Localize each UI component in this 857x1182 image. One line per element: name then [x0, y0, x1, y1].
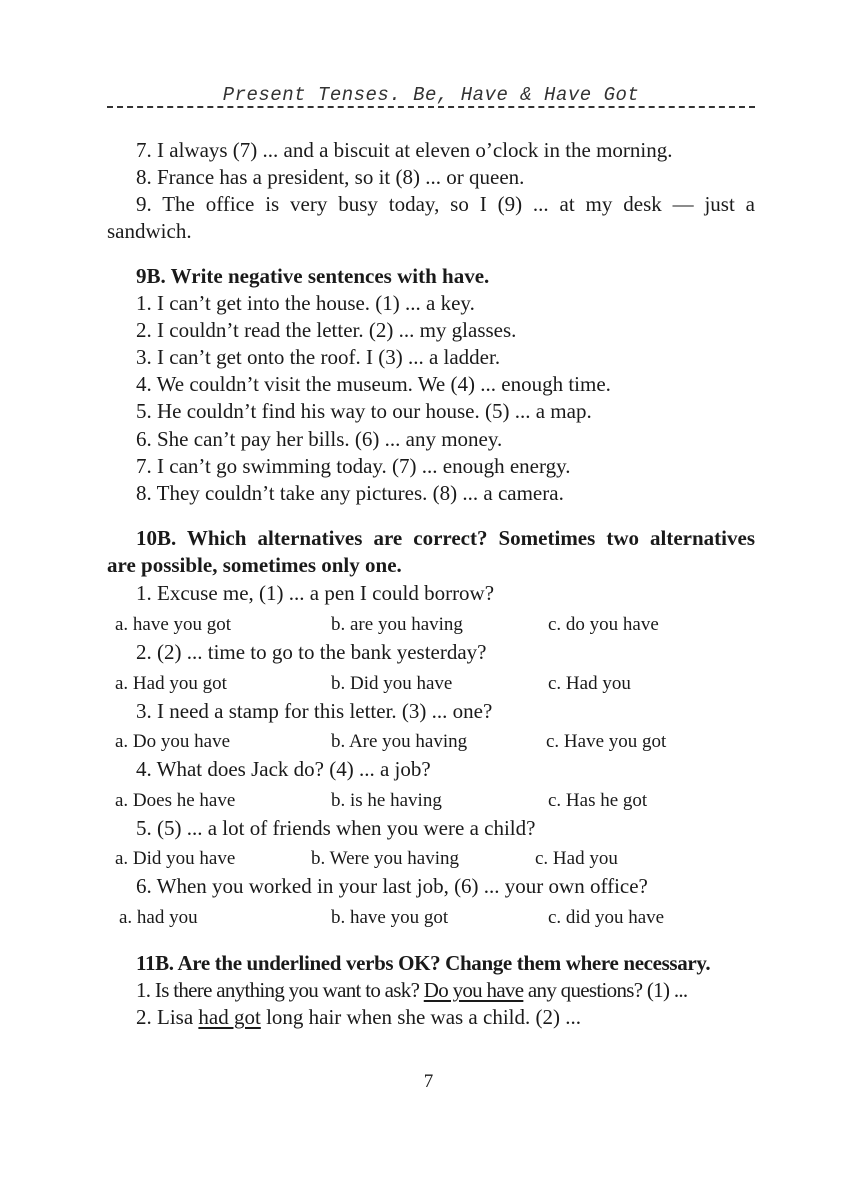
question: 4. What does Jack do? (4) ... a job? — [136, 757, 431, 781]
item-text: any questions? (1) ... — [523, 978, 688, 1002]
exercise-item: 2. I couldn’t read the letter. (2) ... my glasses. — [136, 318, 517, 342]
running-header: Present Tenses. Be, Have & Have Got — [222, 84, 640, 106]
exercise-line: sandwich. — [107, 219, 192, 243]
option-a: a. Had you got — [115, 673, 227, 694]
exercise-item: 8. They couldn’t take any pictures. (8) ... a camera. — [136, 481, 564, 505]
option-b: b. is he having — [331, 790, 442, 811]
exercise-line: 9. The office is very busy today, so I (9) ... at my desk — just a — [136, 192, 755, 216]
section-title-11b: 11B. Are the underlined verbs OK? Change them where necessary. — [136, 951, 711, 975]
option-c: c. Had you — [548, 673, 631, 694]
section-title-10b-cont: are possible, sometimes only one. — [107, 553, 402, 577]
exercise-item — [107, 1004, 755, 1030]
option-c: c. do you have — [548, 614, 659, 635]
exercise-item: 1. I can’t get into the house. (1) ... a key. — [136, 291, 475, 315]
question: 6. When you worked in your last job, (6) ... your own office? — [136, 874, 648, 898]
section-title-10b: 10B. Which alternatives are correct? Sometimes two alternatives — [136, 526, 755, 550]
option-c: c. Has he got — [548, 790, 648, 811]
exercise-item: 4. We couldn’t visit the museum. We (4) ... enough time. — [136, 372, 611, 396]
header-dashed-rule — [107, 106, 755, 108]
underlined-verb: had got — [198, 1005, 261, 1029]
page-number: 7 — [423, 1071, 434, 1092]
option-c: c. did you have — [548, 907, 665, 928]
exercise-item: 3. I can’t get onto the roof. I (3) ... a ladder. — [136, 345, 501, 369]
item-text: long hair when she was a child. (2) ... — [260, 1005, 581, 1029]
exercise-item: 7. I can’t go swimming today. (7) ... enough energy. — [136, 454, 571, 478]
option-a: a. Does he have — [115, 790, 236, 811]
option-a: a. Do you have — [115, 731, 231, 752]
item-text: 2. Lisa — [136, 1005, 199, 1029]
question: 1. Excuse me, (1) ... a pen I could borrow? — [136, 581, 495, 605]
option-b: b. are you having — [331, 614, 463, 635]
question: 3. I need a stamp for this letter. (3) ... one? — [136, 699, 493, 723]
underlined-verb: Do you have — [423, 978, 524, 1002]
exercise-item — [107, 977, 755, 1003]
option-c: c. Had you — [535, 848, 618, 869]
question: 2. (2) ... time to go to the bank yesterday? — [136, 640, 487, 664]
option-a: a. Did you have — [115, 848, 236, 869]
item-text: 1. Is there anything you want to ask? — [136, 978, 424, 1002]
option-b: b. Are you having — [331, 731, 468, 752]
exercise-item: 5. He couldn’t find his way to our house. (5) ... a map. — [136, 399, 592, 423]
option-a: a. had you — [119, 907, 198, 928]
option-c: c. Have you got — [546, 731, 667, 752]
section-title-9b: 9B. Write negative sentences with have. — [136, 264, 490, 288]
question: 5. (5) ... a lot of friends when you were a child? — [136, 816, 536, 840]
option-b: b. have you got — [331, 907, 449, 928]
exercise-line: 8. France has a president, so it (8) ... or queen. — [136, 165, 525, 189]
option-a: a. have you got — [115, 614, 232, 635]
exercise-item: 6. She can’t pay her bills. (6) ... any money. — [136, 427, 503, 451]
exercise-line: 7. I always (7) ... and a biscuit at eleven o’clock in the morning. — [136, 138, 673, 162]
option-b: b. Were you having — [311, 848, 459, 869]
option-b: b. Did you have — [331, 673, 453, 694]
